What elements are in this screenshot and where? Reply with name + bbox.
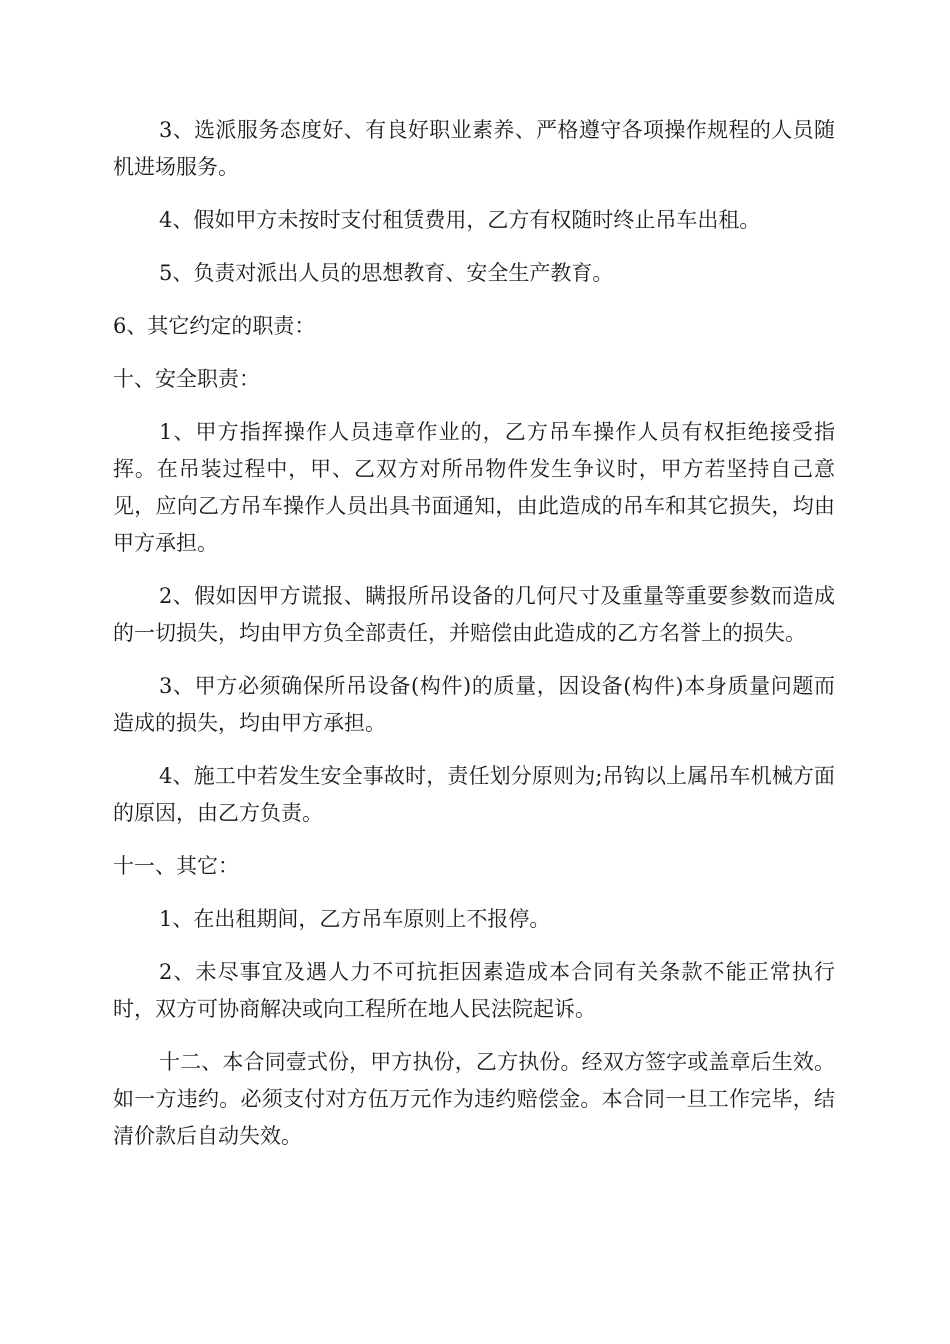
paragraph-other-duties: 6、其它约定的职责： — [113, 314, 316, 338]
safety-item-2: 2、假如因甲方谎报、瞒报所吊设备的几何尺寸及重量等重要参数而造成的一切损失，均由甲方负全部责任，并赔偿由此造成的乙方名誉上的损失。 — [113, 584, 835, 645]
safety-item-4: 4、施工中若发生安全事故时，责任划分原则为;吊钩以上属吊车机械方面的原因，由乙方负责。 — [113, 764, 835, 825]
document-page — [113, 112, 835, 1171]
paragraph-terminate-rental: 4、假如甲方未按时支付租赁费用，乙方有权随时终止吊车出租。 — [159, 208, 761, 232]
other-item-1: 1、在出租期间，乙方吊车原则上不报停。 — [159, 907, 551, 931]
section-heading-other: 十一、其它： — [113, 854, 239, 878]
safety-item-3: 3、甲方必须确保所吊设备(构件)的质量，因设备(构件)本身质量问题而造成的损失，均由甲方承担。 — [113, 674, 835, 735]
section-heading-safety: 十、安全职责： — [113, 367, 260, 391]
paragraph-staff-education: 5、负责对派出人员的思想教育、安全生产教育。 — [159, 261, 614, 285]
other-item-2: 2、未尽事宜及遇人力不可抗拒因素造成本合同有关条款不能正常执行时，双方可协商解决或向工程所在地人民法院起诉。 — [113, 960, 835, 1021]
section-twelve-terms: 十二、本合同壹式份，甲方执份，乙方执份。经双方签字或盖章后生效。如一方违约。必须支付对方伍万元作为违约赔偿金。本合同一旦工作完毕，结清价款后自动失效。 — [113, 1050, 835, 1148]
paragraph-staff-selection: 3、选派服务态度好、有良好职业素养、严格遵守各项操作规程的人员随机进场服务。 — [113, 118, 835, 179]
safety-item-1: 1、甲方指挥操作人员违章作业的，乙方吊车操作人员有权拒绝接受指挥。在吊装过程中，甲、乙双方对所吊物件发生争议时，甲方若坚持自己意见，应向乙方吊车操作人员出具书面通知，由此造成的吊车和其它损失，均由甲方承担。 — [113, 420, 835, 555]
